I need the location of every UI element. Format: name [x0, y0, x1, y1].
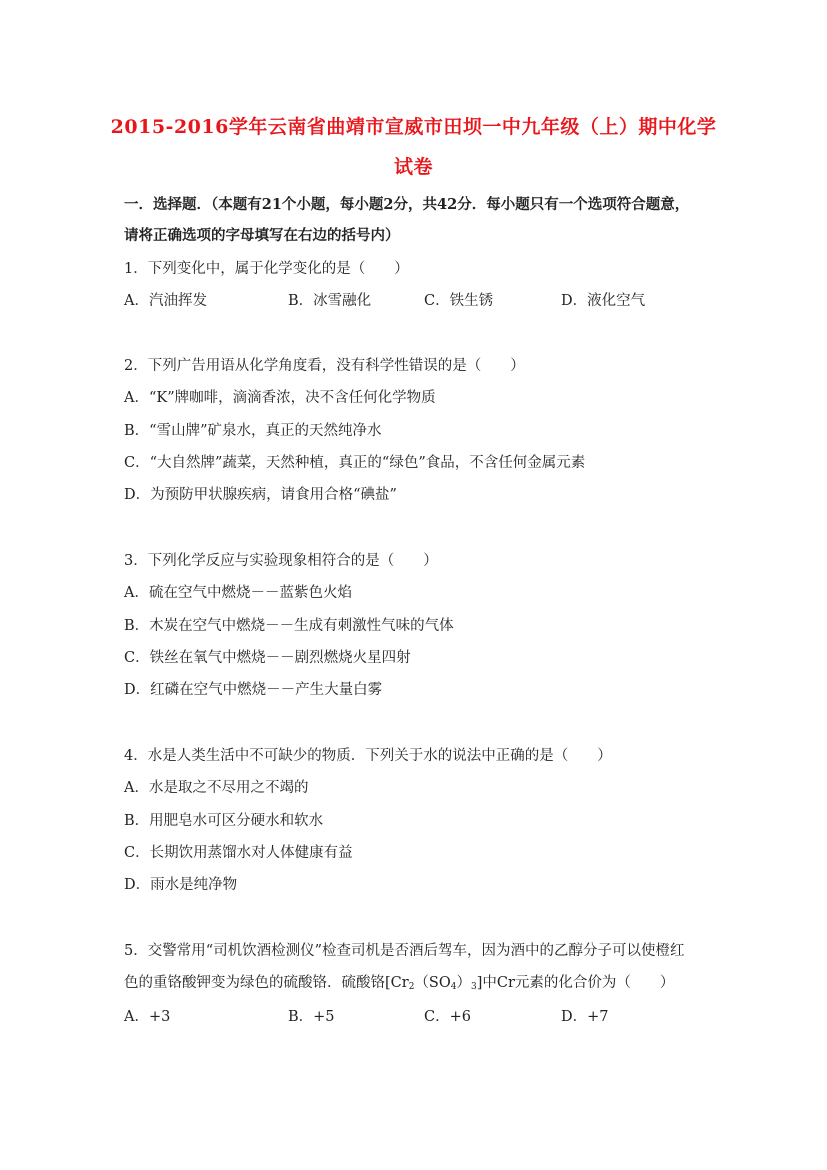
question-1-option-d: D．液化空气 [561, 293, 646, 309]
question-2-stem: 2．下列广告用语从化学角度看，没有科学性错误的是（ ） [124, 358, 525, 374]
question-4-stem: 4．水是人类生活中不可缺少的物质．下列关于水的说法中正确的是（ ） [124, 748, 612, 764]
question-5-stem-text-a: 色的重铬酸钾变为绿色的硫酸铬．硫酸铬[Cr [124, 975, 409, 991]
question-2-option-c: C．“大自然牌”蔬菜，天然种植，真正的“绿色”食品，不含任何金属元素 [124, 455, 586, 471]
exam-title-line2: 试卷 [393, 156, 433, 178]
subscript-4: 4 [450, 982, 457, 992]
question-5-stem-text-c: ） [456, 975, 471, 991]
question-1-option-a: A．汽油挥发 [124, 293, 207, 309]
question-5-stem-text-b: （SO [414, 975, 451, 991]
question-1-option-b: B．冰雪融化 [288, 293, 372, 309]
question-4-option-d: D．雨水是纯净物 [124, 877, 238, 893]
question-5-option-c: C．+6 [424, 1009, 471, 1025]
question-2-option-d: D．为预防甲状腺疾病，请食用合格“碘盐” [124, 487, 397, 503]
question-4-option-b: B．用肥皂水可区分硬水和软水 [124, 813, 324, 829]
question-2-option-a: A．“K”牌咖啡，滴滴香浓，决不含任何化学物质 [124, 390, 436, 406]
exam-title-line1: 2015-2016学年云南省曲靖市宣威市田坝一中九年级（上）期中化学 [110, 116, 717, 138]
question-5-stem-line1: 5．交警常用“司机饮酒检测仪”检查司机是否酒后驾车，因为酒中的乙醇分子可以使橙红 [124, 943, 685, 959]
question-3-option-b: B．木炭在空气中燃烧－－生成有刺激性气味的气体 [124, 618, 454, 634]
subscript-2: 2 [408, 982, 415, 992]
question-5-option-b: B．+5 [288, 1009, 335, 1025]
question-3-option-c: C．铁丝在氧气中燃烧－－剧烈燃烧火星四射 [124, 650, 411, 666]
question-4-option-a: A．水是取之不尽用之不竭的 [124, 780, 309, 796]
question-5-option-a: A．+3 [124, 1009, 171, 1025]
section-heading-line1: 一．选择题．（本题有21个小题，每小题2分，共42分．每小题只有一个选项符合题意， [124, 196, 690, 213]
question-2-option-b: B．“雪山牌”矿泉水，真正的天然纯净水 [124, 423, 382, 439]
section-heading-line2: 请将正确选项的字母填写在右边的括号内） [124, 227, 400, 244]
subscript-3: 3 [470, 982, 477, 992]
question-4-option-c: C．长期饮用蒸馏水对人体健康有益 [124, 845, 353, 861]
question-3-option-a: A．硫在空气中燃烧－－蓝紫色火焰 [124, 585, 352, 601]
question-1-stem: 1．下列变化中，属于化学变化的是（ ） [124, 261, 409, 277]
question-5-stem-line2 [124, 973, 674, 997]
question-1-option-c: C．铁生锈 [424, 293, 494, 309]
question-3-stem: 3．下列化学反应与实验现象相符合的是（ ） [124, 553, 438, 569]
question-3-option-d: D．红磷在空气中燃烧－－产生大量白雾 [124, 682, 383, 698]
question-5-option-d: D．+7 [561, 1009, 609, 1025]
question-5-stem-text-d: ]中Cr元素的化合价为（ ） [476, 975, 675, 991]
